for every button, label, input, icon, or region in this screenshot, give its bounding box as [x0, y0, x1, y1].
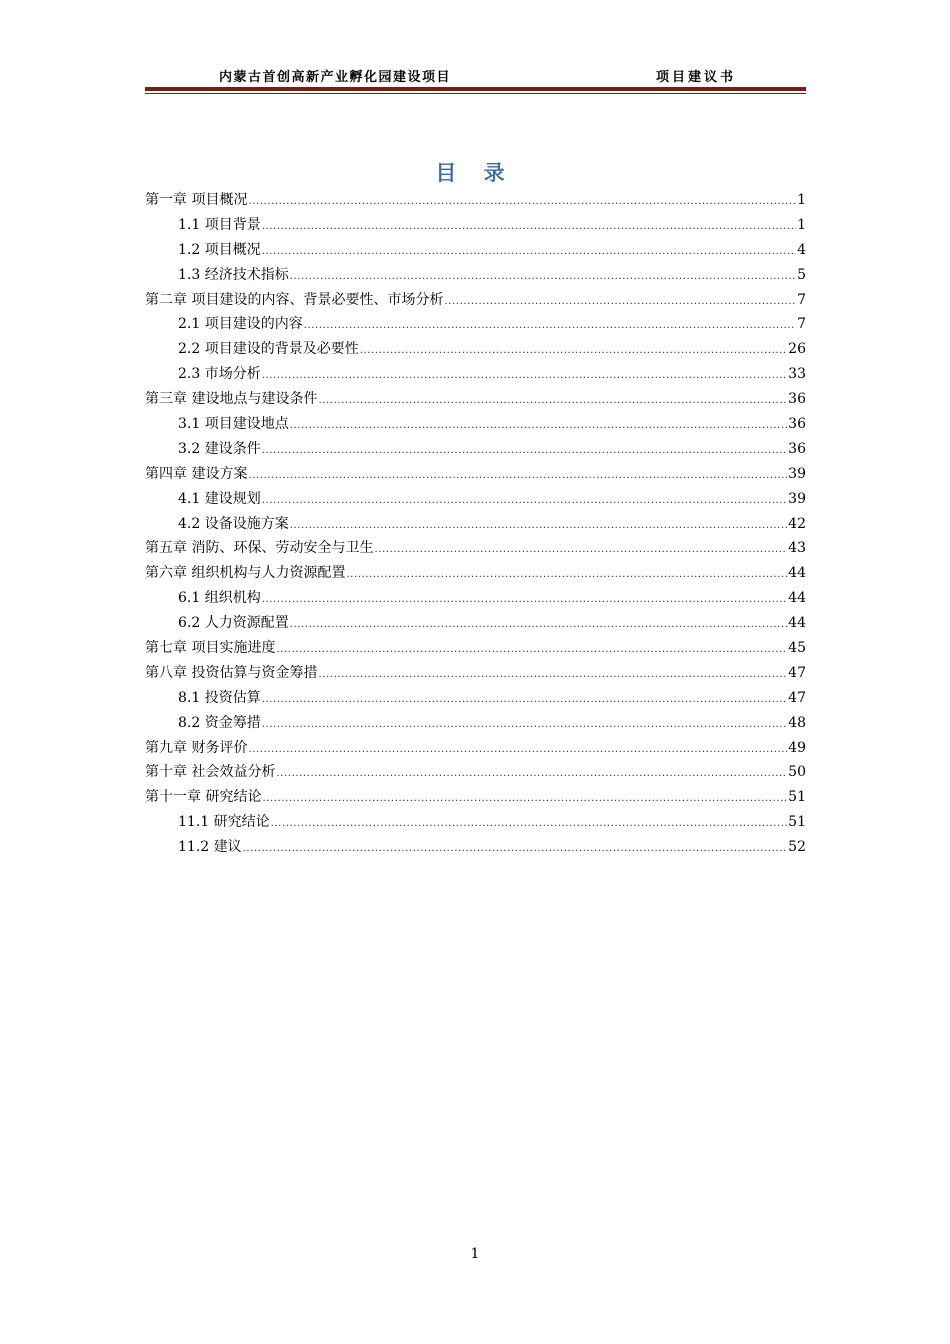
toc-entry-page: 44 [788, 590, 806, 607]
toc-entry-label: 第八章 投资估算与资金筹措 [145, 664, 318, 681]
toc-entry-page: 52 [788, 839, 806, 856]
toc-entry-label: 第七章 项目实施进度 [145, 640, 276, 657]
toc-entry-label: 第三章 建设地点与建设条件 [145, 391, 318, 408]
toc-entry-page: 44 [788, 615, 806, 632]
toc-dot-leader [262, 489, 787, 514]
toc-entry-label: 第四章 建设方案 [145, 465, 248, 482]
toc-chapter-entry[interactable] [145, 188, 806, 213]
toc-dot-leader [290, 514, 787, 539]
toc-entry-label: 第十一章 研究结论 [145, 789, 262, 806]
toc-section-entry[interactable] [145, 412, 806, 437]
toc-entry-page: 48 [788, 714, 806, 731]
toc-chapter-entry[interactable] [145, 736, 806, 761]
toc-chapter-entry[interactable] [145, 661, 806, 686]
toc-entry-page: 49 [788, 739, 806, 756]
page-header [145, 62, 806, 86]
toc-dot-leader [248, 738, 787, 763]
toc-entry-label: 8.1 投资估算 [178, 689, 261, 706]
toc-dot-leader [243, 837, 788, 862]
toc-section-entry[interactable] [145, 437, 806, 462]
toc-entry-label: 3.1 项目建设地点 [178, 416, 289, 433]
toc-dot-leader [318, 663, 787, 688]
toc-entry-label: 6.2 人力资源配置 [178, 615, 289, 632]
toc-section-entry[interactable] [145, 213, 806, 238]
toc-entry-page: 7 [797, 291, 806, 308]
toc-entry-label: 第一章 项目概况 [145, 192, 248, 208]
toc-entry-label: 6.1 组织机构 [178, 590, 261, 607]
toc-dot-leader [262, 240, 796, 265]
table-of-contents [145, 188, 806, 860]
toc-dot-leader [290, 414, 787, 439]
toc-dot-leader [262, 439, 787, 464]
toc-chapter-entry[interactable] [145, 561, 806, 586]
toc-chapter-entry[interactable] [145, 462, 806, 487]
toc-entry-label: 第十章 社会效益分析 [145, 764, 276, 781]
toc-entry-label: 1.3 经济技术指标 [178, 266, 289, 283]
toc-entry-label: 8.2 资金筹措 [178, 714, 261, 731]
toc-section-entry[interactable] [145, 711, 806, 736]
toc-section-entry[interactable] [145, 686, 806, 711]
toc-chapter-entry[interactable] [145, 636, 806, 661]
toc-dot-leader [290, 613, 787, 638]
toc-entry-page: 43 [788, 540, 806, 557]
toc-dot-leader [262, 688, 787, 713]
toc-dot-leader [444, 290, 796, 315]
toc-dot-leader [262, 713, 787, 738]
toc-section-entry[interactable] [145, 337, 806, 362]
toc-entry-page: 5 [797, 266, 806, 283]
toc-entry-page: 39 [788, 490, 806, 507]
toc-entry-page: 36 [788, 391, 806, 408]
toc-entry-page: 39 [788, 465, 806, 482]
toc-entry-label: 2.2 项目建设的背景及必要性 [178, 341, 359, 358]
toc-chapter-entry[interactable] [145, 536, 806, 561]
header-document-type: 项目建议书 [655, 70, 736, 85]
toc-section-entry[interactable] [145, 263, 806, 288]
header-rule-thin [145, 93, 806, 94]
toc-entry-page: 45 [788, 640, 806, 657]
toc-chapter-entry[interactable] [145, 785, 806, 810]
header-rule-thick [145, 87, 806, 91]
toc-entry-label: 1.1 项目背景 [178, 216, 261, 233]
toc-title: 目 录 [435, 160, 515, 185]
toc-entry-page: 7 [797, 316, 806, 333]
toc-dot-leader [318, 389, 787, 414]
toc-dot-leader [304, 314, 796, 339]
toc-entry-label: 11.2 建议 [178, 839, 242, 856]
header-project-title: 内蒙古首创高新产业孵化园建设项目 [219, 70, 452, 85]
toc-entry-label: 第九章 财务评价 [145, 739, 248, 756]
toc-entry-page: 51 [788, 814, 806, 831]
toc-dot-leader [276, 638, 787, 663]
toc-chapter-entry[interactable] [145, 288, 806, 313]
toc-entry-label: 2.1 项目建设的内容 [178, 316, 303, 333]
toc-dot-leader [276, 762, 787, 787]
toc-entry-page: 36 [788, 440, 806, 457]
toc-chapter-entry[interactable] [145, 760, 806, 785]
toc-dot-leader [262, 588, 787, 613]
toc-section-entry[interactable] [145, 238, 806, 263]
toc-entry-label: 1.2 项目概况 [178, 241, 261, 258]
toc-entry-page: 47 [788, 689, 806, 706]
toc-section-entry[interactable] [145, 512, 806, 537]
toc-entry-page: 4 [797, 241, 806, 258]
toc-dot-leader [374, 538, 787, 563]
toc-entry-label: 2.3 市场分析 [178, 366, 261, 383]
toc-entry-page: 36 [788, 416, 806, 433]
toc-section-entry[interactable] [145, 312, 806, 337]
toc-dot-leader [262, 364, 787, 389]
toc-dot-leader [290, 265, 796, 290]
toc-section-entry[interactable] [145, 362, 806, 387]
toc-entry-label: 第六章 组织机构与人力资源配置 [145, 565, 346, 582]
toc-entry-page: 1 [797, 192, 806, 208]
toc-entry-page: 47 [788, 664, 806, 681]
toc-entry-label: 第五章 消防、环保、劳动安全与卫生 [145, 540, 374, 557]
toc-entry-page: 50 [788, 764, 806, 781]
toc-dot-leader [346, 563, 787, 588]
toc-chapter-entry[interactable] [145, 387, 806, 412]
toc-dot-leader [248, 464, 787, 489]
toc-dot-leader [262, 787, 787, 812]
toc-entry-label: 第二章 项目建设的内容、背景必要性、市场分析 [145, 291, 444, 308]
toc-entry-page: 42 [788, 515, 806, 532]
toc-dot-leader [262, 215, 796, 240]
page-number: 1 [470, 1246, 480, 1262]
toc-entry-page: 51 [788, 789, 806, 806]
toc-section-entry[interactable] [145, 487, 806, 512]
toc-section-entry[interactable] [145, 835, 806, 860]
toc-entry-page: 33 [788, 366, 806, 383]
toc-dot-leader [248, 190, 796, 215]
toc-entry-label: 4.2 设备设施方案 [178, 515, 289, 532]
toc-entry-label: 3.2 建设条件 [178, 440, 261, 457]
toc-section-entry[interactable] [145, 611, 806, 636]
toc-entry-label: 11.1 研究结论 [178, 814, 270, 831]
toc-dot-leader [360, 339, 787, 364]
toc-entry-page: 44 [788, 565, 806, 582]
toc-entry-page: 26 [788, 341, 806, 358]
toc-dot-leader [271, 812, 788, 837]
toc-section-entry[interactable] [145, 586, 806, 611]
toc-entry-page: 1 [797, 216, 806, 233]
toc-entry-label: 4.1 建设规划 [178, 490, 261, 507]
toc-section-entry[interactable] [145, 810, 806, 835]
